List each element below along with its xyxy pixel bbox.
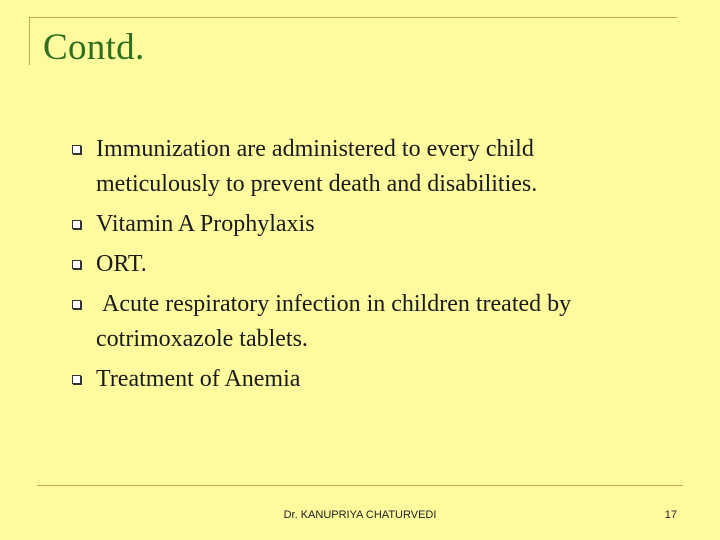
bullet-text: ORT. bbox=[96, 251, 147, 277]
bullet-item bbox=[70, 132, 650, 202]
bullet-text: Acute respiratory infection in children treated by cotrimoxazole tablets. bbox=[96, 291, 578, 352]
bullet-text: Treatment of Anemia bbox=[96, 366, 301, 392]
bullet-item bbox=[70, 287, 650, 357]
slide-title: Contd. bbox=[43, 27, 145, 68]
bullet-list bbox=[70, 132, 650, 402]
top-divider bbox=[29, 17, 677, 18]
square-bullet-icon bbox=[72, 260, 81, 269]
footer-divider bbox=[37, 485, 683, 486]
footer-author: Dr. KANUPRIYA CHATURVEDI bbox=[283, 509, 437, 521]
bullet-item bbox=[70, 207, 650, 242]
left-divider bbox=[29, 17, 30, 65]
page-number: 17 bbox=[664, 509, 677, 521]
square-bullet-icon bbox=[72, 220, 81, 229]
bullet-text: Immunization are administered to every child meticulously to prevent death and disabilities. bbox=[96, 136, 538, 197]
bullet-text: Vitamin A Prophylaxis bbox=[96, 211, 315, 237]
square-bullet-icon bbox=[72, 300, 81, 309]
square-bullet-icon bbox=[72, 375, 81, 384]
bullet-item bbox=[70, 362, 650, 397]
bullet-item bbox=[70, 247, 650, 282]
square-bullet-icon bbox=[72, 145, 81, 154]
